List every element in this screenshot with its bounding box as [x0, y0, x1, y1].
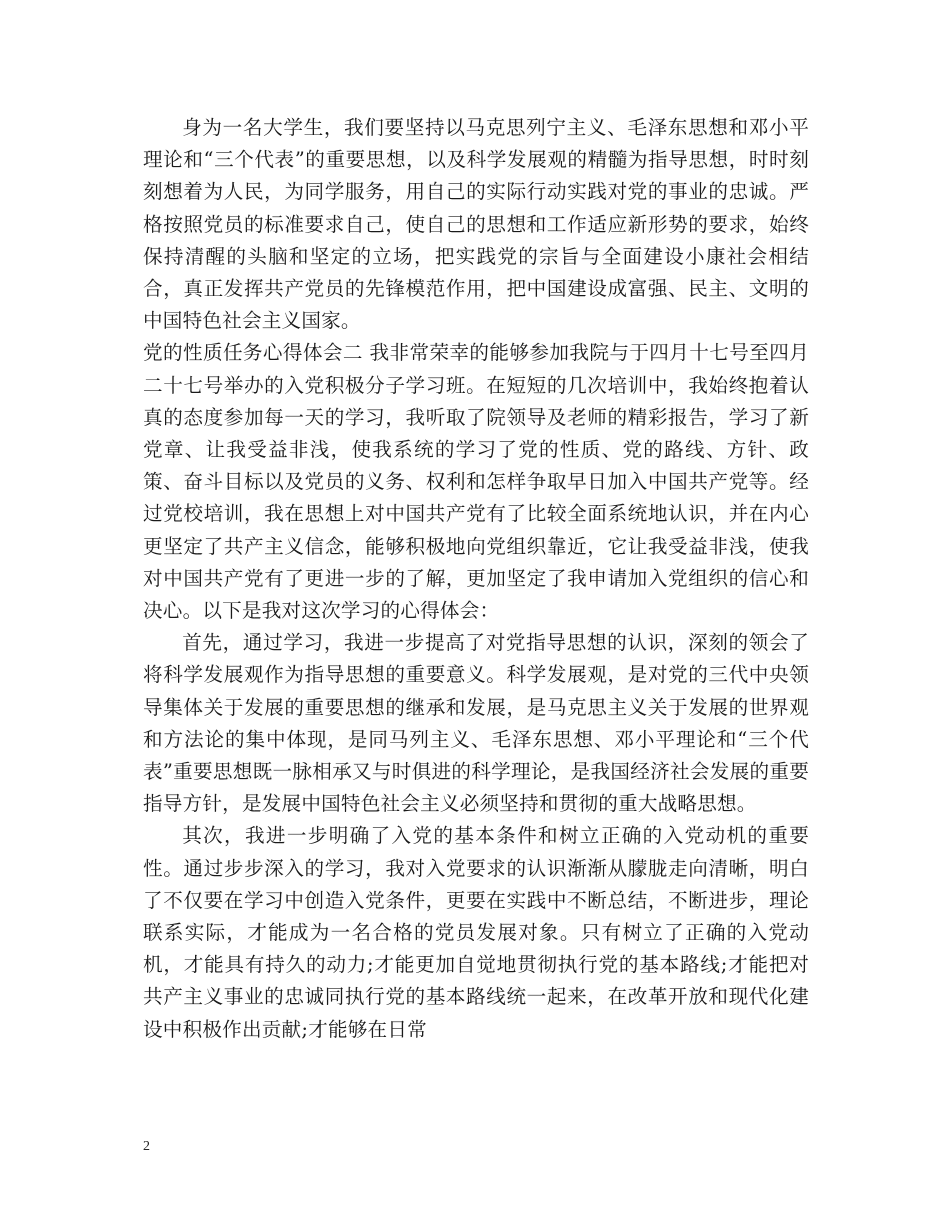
- page-number: 2: [143, 1139, 150, 1154]
- document-page: [143, 112, 809, 1046]
- paragraph-2-text: 我非常荣幸的能够参加我院与于四月十七号至四月二十七号举办的入党积极分子学习班。在短短的几次培训中，我始终抱着认真的态度参加每一天的学习，我听取了院领导及老师的精彩报告，学习了新党章、让我受益非浅，使我系统的学习了党的性质、党的路线、方针、政策、奋斗目标以及党员的义务、权利和怎样争取早日加入中国共产党等。经过党校培训，我在思想上对中国共产党有了比较全面系统地认识，并在内心更坚定了共产主义信念，能够积极地向党组织靠近，它让我受益非浅，使我对中国共产党有了更进一步的了解，更加坚定了我申请加入党组织的信心和决心。以下是我对这次学习的心得体会：: [143, 341, 809, 623]
- paragraph-4: 其次，我进一步明确了入党的基本条件和树立正确的入党动机的重要性。通过步步深入的学习，我对入党要求的认识渐渐从朦胧走向清晰，明白了不仅要在学习中创造入党条件，更要在实践中不断总结，不断进步，理论联系实际，才能成为一名合格的党员发展对象。只有树立了正确的入党动机，才能具有持久的动力;才能更加自觉地贯彻执行党的基本路线;才能把对共产主义事业的忠诚同执行党的基本路线统一起来，在改革开放和现代化建设中积极作出贡献;才能够在日常: [143, 824, 809, 1041]
- paragraph-3: 首先，通过学习，我进一步提高了对党指导思想的认识，深刻的领会了将科学发展观作为指导思想的重要意义。科学发展观，是对党的三代中央领导集体关于发展的重要思想的继承和发展，是马克思主义关于发展的世界观和方法论的集中体现，是同马列主义、毛泽东思想、邓小平理论和“三个代表”重要思想既一脉相承又与时俱进的科学理论，是我国经济社会发展的重要指导方针，是发展中国特色社会主义必须坚持和贯彻的重大战略思想。: [143, 631, 809, 816]
- paragraph-2: [143, 337, 809, 627]
- section-heading: 党的性质任务心得体会二: [143, 341, 363, 365]
- paragraph-1: 身为一名大学生，我们要坚持以马克思列宁主义、毛泽东思想和邓小平理论和“三个代表”的重要思想，以及科学发展观的精髓为指导思想，时时刻刻想着为人民，为同学服务，用自己的实际行动实践对党的事业的忠诚。严格按照党员的标准要求自己，使自己的思想和工作适应新形势的要求，始终保持清醒的头脑和坚定的立场，把实践党的宗旨与全面建设小康社会相结合，真正发挥共产党员的先锋模范作用，把中国建设成富强、民主、文明的中国特色社会主义国家。: [143, 116, 809, 333]
